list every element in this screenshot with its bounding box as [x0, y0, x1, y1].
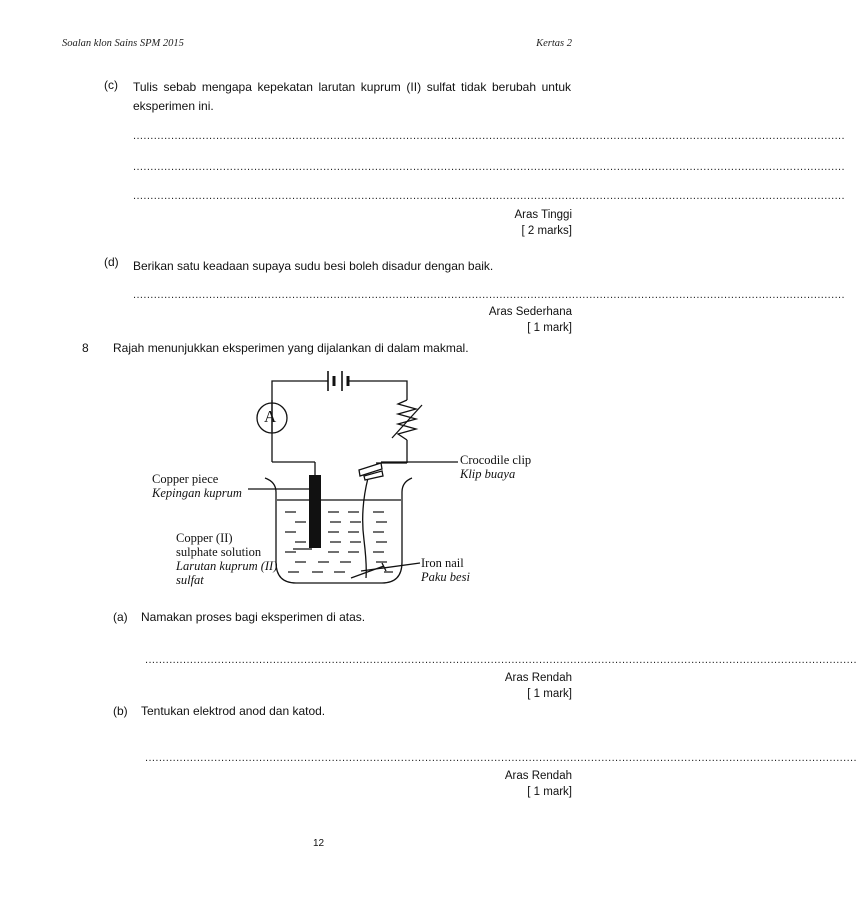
q7d-marks: [ 1 mark] [527, 322, 572, 334]
page-number: 12 [313, 838, 325, 849]
q7c-text-line1: Tulis sebab mengapa kepekatan larutan kuprum (II) sulfat tidak berubah untuk [133, 80, 571, 94]
q8b-label: (b) [113, 704, 128, 718]
q8a-level: Aras Rendah [504, 672, 572, 684]
q8-stem: Rajah menunjukkan eksperimen yang dijalankan di dalam makmal. [113, 341, 469, 355]
answer-line[interactable]: .............................................................................................................................................................................................................. [145, 752, 857, 764]
ammeter-symbol: A [264, 407, 277, 426]
solution-label-2: sulphate solution [176, 545, 262, 559]
q7d-level: Aras Sederhana [488, 306, 572, 318]
electroplating-diagram [0, 360, 638, 600]
solution-label-1: Copper (II) [176, 531, 233, 545]
answer-line[interactable]: .............................................................................................................................................................................................................. [133, 190, 845, 202]
q7d-label: (d) [104, 255, 119, 269]
solution-label-ms-1: Larutan kuprum (II) [176, 559, 278, 573]
q7c-marks: [ 2 marks] [521, 225, 572, 237]
solution-label-ms-2: sulfat [176, 573, 204, 587]
iron-nail-label-ms: Paku besi [421, 570, 470, 584]
copper-piece-label-ms: Kepingan kuprum [152, 486, 242, 500]
q8a-text: Namakan proses bagi eksperimen di atas. [141, 610, 366, 624]
q7c-text-line2: eksperimen ini. [133, 99, 214, 113]
answer-line[interactable]: .............................................................................................................................................................................................................. [133, 130, 845, 142]
crocodile-clip-label: Crocodile clip [460, 453, 532, 467]
q8-number: 8 [82, 341, 89, 355]
q8b-text: Tentukan elektrod anod dan katod. [141, 704, 326, 718]
crocodile-clip-label-ms: Klip buaya [460, 467, 516, 481]
answer-line[interactable]: .............................................................................................................................................................................................................. [133, 161, 845, 173]
q7d-text: Berikan satu keadaan supaya sudu besi boleh disadur dengan baik. [133, 259, 494, 273]
q7c-label: (c) [104, 78, 118, 92]
copper-piece-label: Copper piece [152, 472, 219, 486]
header-left: Soalan klon Sains SPM 2015 [62, 38, 184, 49]
q8a-marks: [ 1 mark] [527, 688, 572, 700]
iron-nail-label: Iron nail [421, 556, 464, 570]
answer-line[interactable]: .............................................................................................................................................................................................................. [133, 289, 845, 301]
q8a-label: (a) [113, 610, 128, 624]
header-right: Kertas 2 [536, 38, 572, 49]
q8b-level: Aras Rendah [504, 770, 572, 782]
answer-line[interactable]: .............................................................................................................................................................................................................. [145, 654, 857, 666]
q8b-marks: [ 1 mark] [527, 786, 572, 798]
q7c-level: Aras Tinggi [514, 209, 572, 221]
